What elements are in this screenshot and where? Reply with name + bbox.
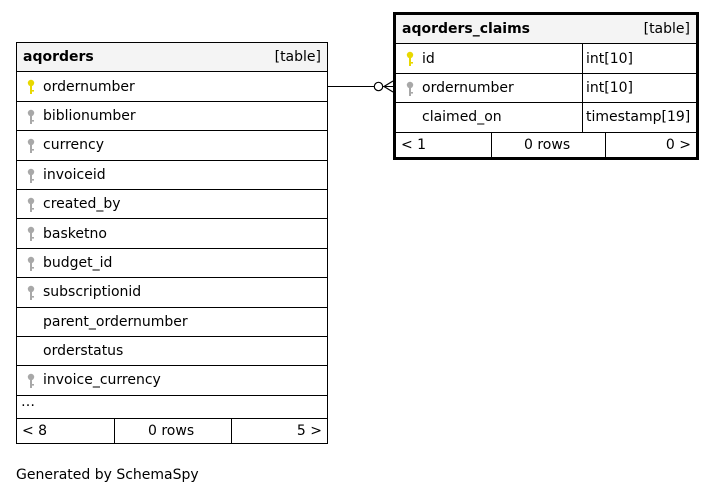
column-name: ordernumber	[43, 78, 135, 95]
column-row[interactable]	[17, 366, 327, 395]
more-columns-ellipsis: …	[21, 393, 35, 410]
foreign-key-icon	[26, 109, 36, 125]
footer-divider	[231, 419, 232, 443]
foreign-key-icon	[26, 226, 36, 242]
cell-divider	[582, 44, 583, 72]
column-row[interactable]	[396, 44, 696, 73]
generated-by-label: Generated by SchemaSpy	[16, 467, 199, 483]
column-name: currency	[43, 137, 104, 154]
footer-divider	[114, 419, 115, 443]
column-row[interactable]	[17, 249, 327, 278]
table-header[interactable]	[396, 15, 696, 44]
zero-optional-marker	[374, 82, 382, 90]
column-type: int[10]	[586, 79, 633, 96]
column-row[interactable]	[17, 337, 327, 366]
foreign-key-icon	[26, 373, 36, 389]
column-name: created_by	[43, 196, 121, 213]
foreign-key-icon	[26, 285, 36, 301]
table-header[interactable]	[17, 43, 327, 72]
footer-divider	[491, 133, 492, 157]
table-aqorders-claims[interactable]	[393, 12, 699, 160]
foreign-key-icon	[26, 197, 36, 213]
foreign-key-icon	[26, 256, 36, 272]
primary-key-icon	[405, 51, 415, 67]
column-type: int[10]	[586, 50, 633, 67]
column-row[interactable]	[396, 103, 696, 132]
column-type: timestamp[19]	[586, 109, 691, 126]
parents-count[interactable]: < 1	[401, 136, 427, 153]
cell-divider	[582, 74, 583, 102]
table-aqorders[interactable]	[16, 42, 328, 444]
table-footer	[17, 419, 327, 443]
column-name: ordernumber	[422, 79, 514, 96]
column-name: id	[422, 50, 435, 67]
table-kind: [table]	[643, 21, 690, 38]
foreign-key-icon	[26, 168, 36, 184]
table-name: aqorders_claims	[402, 21, 531, 38]
column-row[interactable]	[17, 308, 327, 337]
column-row[interactable]	[17, 190, 327, 219]
foreign-key-icon	[26, 138, 36, 154]
table-footer	[396, 133, 696, 157]
column-row[interactable]	[17, 219, 327, 248]
column-name: biblionumber	[43, 107, 136, 124]
column-name: basketno	[43, 225, 107, 242]
column-name: invoiceid	[43, 166, 106, 183]
footer-divider	[605, 133, 606, 157]
row-count: 0 rows	[524, 136, 571, 153]
children-count[interactable]: 0 >	[665, 136, 691, 153]
column-name: claimed_on	[422, 109, 502, 126]
row-count: 0 rows	[148, 422, 195, 439]
column-name: budget_id	[43, 254, 113, 271]
column-name: subscriptionid	[43, 284, 142, 301]
column-name: orderstatus	[43, 343, 124, 360]
children-count[interactable]: 5 >	[296, 422, 322, 439]
column-row[interactable]	[396, 74, 696, 103]
column-row[interactable]	[17, 72, 327, 101]
column-row[interactable]	[17, 161, 327, 190]
table-name: aqorders	[23, 49, 94, 66]
foreign-key-icon	[405, 81, 415, 97]
more-columns-row	[17, 393, 327, 419]
cell-divider	[582, 103, 583, 131]
column-row[interactable]	[17, 278, 327, 307]
primary-key-icon	[26, 79, 36, 95]
column-name: invoice_currency	[43, 372, 161, 389]
column-row[interactable]	[17, 131, 327, 160]
column-row[interactable]	[17, 102, 327, 131]
table-kind: [table]	[274, 49, 321, 66]
column-name: parent_ordernumber	[43, 313, 188, 330]
parents-count[interactable]: < 8	[22, 422, 48, 439]
